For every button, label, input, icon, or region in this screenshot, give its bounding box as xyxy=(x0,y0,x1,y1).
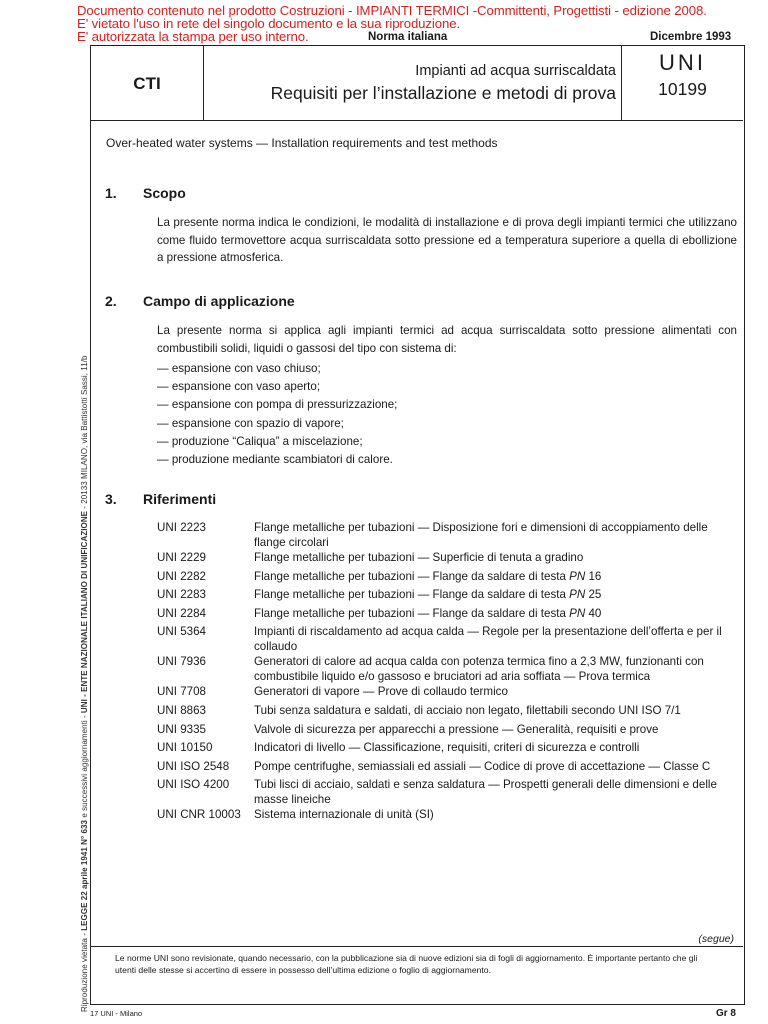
footer-divider xyxy=(91,946,743,947)
section-3-number: 3. xyxy=(105,491,117,507)
ref-desc: Generatori di vapore — Prove di collaudo termico xyxy=(254,685,508,699)
table-row xyxy=(157,654,742,684)
table-row xyxy=(157,703,742,722)
table-row xyxy=(157,520,742,550)
ref-desc: Flange metalliche per tubazioni — Superficie di tenuta a gradino xyxy=(254,551,584,564)
ref-desc: Tubi lisci di acciaio, saldati e senza saldatura — Prospetti generali delle dimensioni e delle masse lineiche xyxy=(254,778,717,807)
ref-desc: Valvole di sicurezza per apparecchi a pressione — Generalità, requisiti e prove xyxy=(254,722,659,736)
list-item: — espansione con vaso chiuso; xyxy=(157,362,321,375)
ref-desc: Pompe centrifughe, semiassiali ed assiali — Codice di prove di accettazione — Classe C xyxy=(254,759,711,773)
footer-note: Le norme UNI sono revisionate, quando necessario, con la pubblicazione sia di nuove edizioni sia di fogli di aggiornamento. È importante pertanto che gli utenti delle stesse si accertino di essere in possesso dell’ultima edizione o foglio di aggiornamento. xyxy=(115,953,698,975)
ref-desc: Flange metalliche per tubazioni — Flange da saldare di testa PN 25 xyxy=(254,588,602,602)
ref-code: UNI 2284 xyxy=(157,606,206,620)
ref-desc: Flange metalliche per tubazioni — Flange da saldare di testa PN 40 xyxy=(254,606,602,620)
table-row xyxy=(157,587,742,606)
section-2-title: Campo di applicazione xyxy=(143,293,295,309)
ref-code: UNI 10150 xyxy=(157,741,213,755)
watermark-line-3: E' autorizzata la stampa per uso interno. xyxy=(77,29,309,44)
section-1-number: 1. xyxy=(105,185,117,201)
section-2-text: La presente norma si applica agli impianti termici ad acqua surriscaldata sotto pressione alimentati con combustibili solidi, liquidi o gassosi del tipo con sistema di: xyxy=(157,324,737,355)
watermark-line-1: Documento contenuto nel prodotto Costruzioni - IMPIANTI TERMICI -Committenti, Progettisti - edizione 2008. xyxy=(77,3,707,18)
section-2-number: 2. xyxy=(105,293,117,309)
watermark-line-2: E' vietato l'uso in rete del singolo documento e la sua riproduzione. xyxy=(77,16,461,31)
table-row xyxy=(157,807,742,826)
table-row xyxy=(157,777,742,807)
table-row xyxy=(157,550,742,569)
section-1-text: La presente norma indica le condizioni, le modalità di installazione e di prova degli impianti termici che utilizzano come fluido termovettore acqua surriscaldata sotto pressione ed a temperatura superiore a quella di ebollizione a pressione atmosferica. xyxy=(157,216,737,264)
ref-desc: Tubi senza saldatura e saldati, di acciaio non legato, filettabili secondo UNI ISO 7/1 xyxy=(254,703,681,717)
ref-code: UNI 2229 xyxy=(157,551,206,564)
list-item: — espansione con pompa di pressurizzazione; xyxy=(157,398,398,412)
table-row xyxy=(157,684,742,703)
ref-code: UNI 2223 xyxy=(157,521,206,534)
references-table xyxy=(157,520,742,826)
table-row xyxy=(157,624,742,654)
footer-publisher: 17 UNI - Milano xyxy=(90,1009,143,1018)
english-title: Over-heated water systems — Installation requirements and test methods xyxy=(106,136,498,150)
ref-desc: Flange metalliche per tubazioni — Flange da saldare di testa PN 16 xyxy=(254,569,602,583)
ref-code: UNI CNR 10003 xyxy=(157,808,241,822)
list-item: — produzione mediante scambiatori di calore. xyxy=(157,453,393,467)
ref-desc: Sistema internazionale di unità (SI) xyxy=(254,808,434,822)
ref-code: UNI ISO 2548 xyxy=(157,759,230,773)
ref-desc: Flange metalliche per tubazioni — Disposizione fori e dimensioni di accoppiamento delle flange circolari xyxy=(254,521,708,549)
ref-code: UNI 9335 xyxy=(157,722,206,736)
ref-code: UNI 5364 xyxy=(157,625,206,639)
section-3-title: Riferimenti xyxy=(143,491,217,507)
ref-desc: Impianti di riscaldamento ad acqua calda — Regole per la presentazione dell’offerta e per il collaudo xyxy=(254,625,722,654)
ref-code: UNI 2283 xyxy=(157,588,206,602)
table-row xyxy=(157,569,742,588)
ref-code: UNI 7936 xyxy=(157,655,206,669)
list-item: — espansione con spazio di vapore; xyxy=(157,416,344,430)
ref-code: UNI 8863 xyxy=(157,703,206,717)
price-group: Gr 8 xyxy=(715,1008,736,1019)
table-row xyxy=(157,759,742,778)
uni-logo: UNI xyxy=(659,50,706,75)
side-copyright-text: Riproduzione vietata - LEGGE 22 aprile 1941 N° 633 e successivi aggiornamenti - UNI - ENTE NAZIONALE ITALIANO DI UNIFICAZIONE - 20133 MILANO, via Battistotti Sassi, 11/b xyxy=(80,355,89,1012)
ref-desc: Generatori di calore ad acqua calda con potenza termica fino a 2,3 MW, funzionanti con combustibile liquido e/o gassoso e bruciatori ad aria soffiata — Prova termica xyxy=(254,655,704,684)
standard-number: 10199 xyxy=(658,79,707,99)
expansion-system-list xyxy=(157,360,397,469)
ref-code: UNI 7708 xyxy=(157,685,206,699)
list-item: — produzione “Caliqua” a miscelazione; xyxy=(157,434,363,448)
table-row xyxy=(157,606,742,625)
norma-label: Norma italiana xyxy=(368,31,448,43)
table-row xyxy=(157,740,742,759)
section-1-title: Scopo xyxy=(143,185,186,201)
publication-date: Dicembre 1993 xyxy=(650,31,732,43)
title-line-1: Impianti ad acqua surriscaldata xyxy=(415,63,616,79)
ref-code: UNI ISO 4200 xyxy=(157,778,230,792)
table-row xyxy=(157,722,742,741)
continues-note: (segue) xyxy=(698,933,734,945)
header-divider xyxy=(91,120,743,121)
ref-desc: Indicatori di livello — Classificazione, requisiti, criteri di sicurezza e controlli xyxy=(254,741,640,755)
cti-logo: CTI xyxy=(133,74,161,93)
ref-code: UNI 2282 xyxy=(157,569,206,583)
title-line-2: Requisiti per l’installazione e metodi di prova xyxy=(270,83,616,103)
list-item: — espansione con vaso aperto; xyxy=(157,380,321,394)
